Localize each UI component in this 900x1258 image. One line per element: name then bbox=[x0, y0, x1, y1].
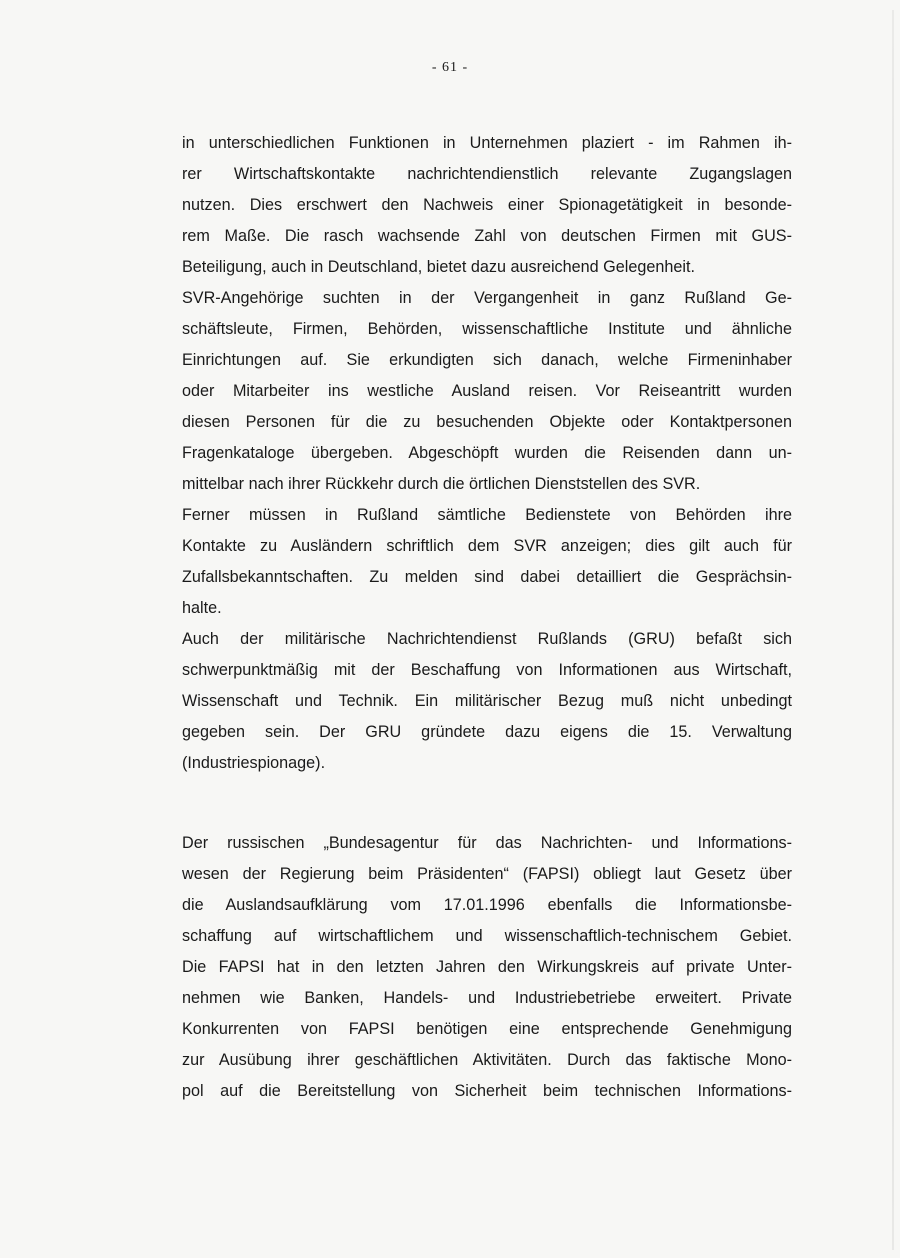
page-edge-shadow bbox=[892, 10, 894, 1250]
text-line: Der russischen „Bundesagentur für das Nachrichten- und Informations- bbox=[182, 834, 792, 852]
text-line: Konkurrenten von FAPSI benötigen eine entsprechende Genehmigung bbox=[182, 1020, 792, 1038]
text-line: Zufallsbekanntschaften. Zu melden sind dabei detailliert die Gesprächsin- bbox=[182, 568, 792, 586]
text-line: rem Maße. Die rasch wachsende Zahl von deutschen Firmen mit GUS- bbox=[182, 227, 792, 245]
text-line: rer Wirtschaftskontakte nachrichtendienstlich relevante Zugangslagen bbox=[182, 165, 792, 183]
text-line: Auch der militärische Nachrichtendienst Rußlands (GRU) befaßt sich bbox=[182, 630, 792, 648]
text-line: Fragenkataloge übergeben. Abgeschöpft wurden die Reisenden dann un- bbox=[182, 444, 792, 462]
text-line: Beteiligung, auch in Deutschland, bietet dazu ausreichend Gelegenheit. bbox=[182, 258, 695, 276]
text-line: schwerpunktmäßig mit der Beschaffung von Informationen aus Wirtschaft, bbox=[182, 661, 792, 679]
text-line: schaffung auf wirtschaftlichem und wissenschaftlich-technischem Gebiet. bbox=[182, 927, 792, 945]
text-line: die Auslandsaufklärung vom 17.01.1996 ebenfalls die Informationsbe- bbox=[182, 896, 792, 914]
page-number: - 61 - bbox=[431, 60, 469, 75]
text-line: Einrichtungen auf. Sie erkundigten sich danach, welche Firmeninhaber bbox=[182, 351, 792, 369]
text-line: gegeben sein. Der GRU gründete dazu eigens die 15. Verwaltung bbox=[182, 723, 792, 741]
text-line: Ferner müssen in Rußland sämtliche Bedienstete von Behörden ihre bbox=[182, 506, 792, 524]
text-line: nutzen. Dies erschwert den Nachweis einer Spionagetätigkeit in besonde- bbox=[182, 196, 792, 214]
paragraph-block-2 bbox=[182, 828, 792, 1107]
text-line: nehmen wie Banken, Handels- und Industriebetriebe erweitert. Private bbox=[182, 989, 792, 1007]
text-line: oder Mitarbeiter ins westliche Ausland reisen. Vor Reiseantritt wurden bbox=[182, 382, 792, 400]
paragraph-block-1 bbox=[182, 128, 792, 779]
text-line: Kontakte zu Ausländern schriftlich dem SVR anzeigen; dies gilt auch für bbox=[182, 537, 792, 555]
text-line: pol auf die Bereitstellung von Sicherheit beim technischen Informations- bbox=[182, 1082, 792, 1100]
text-line: (Industriespionage). bbox=[182, 754, 326, 772]
text-line: Wissenschaft und Technik. Ein militärischer Bezug muß nicht unbedingt bbox=[182, 692, 792, 710]
text-line: diesen Personen für die zu besuchenden Objekte oder Kontaktpersonen bbox=[182, 413, 792, 431]
text-line: halte. bbox=[182, 599, 222, 617]
text-line: mittelbar nach ihrer Rückkehr durch die örtlichen Dienststellen des SVR. bbox=[182, 475, 701, 493]
text-line: in unterschiedlichen Funktionen in Unternehmen plaziert - im Rahmen ih- bbox=[182, 134, 792, 152]
text-line: SVR-Angehörige suchten in der Vergangenheit in ganz Rußland Ge- bbox=[182, 289, 792, 307]
text-line: wesen der Regierung beim Präsidenten“ (FAPSI) obliegt laut Gesetz über bbox=[182, 865, 792, 883]
text-line: zur Ausübung ihrer geschäftlichen Aktivitäten. Durch das faktische Mono- bbox=[182, 1051, 792, 1069]
text-line: schäftsleute, Firmen, Behörden, wissenschaftliche Institute und ähnliche bbox=[182, 320, 792, 338]
text-line: Die FAPSI hat in den letzten Jahren den Wirkungskreis auf private Unter- bbox=[182, 958, 792, 976]
